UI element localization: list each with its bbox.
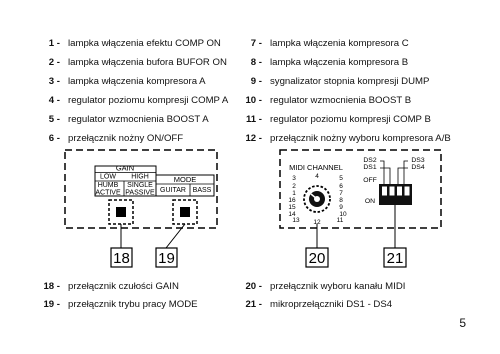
gain-switch-knob[interactable] <box>116 207 126 217</box>
guitar-label: GUITAR <box>160 187 186 194</box>
dip-switch-ds3[interactable] <box>397 187 402 196</box>
leader-line <box>404 161 408 184</box>
midi-dip-panel <box>280 150 441 267</box>
single-label: SINGLE <box>127 182 153 189</box>
off-label: OFF <box>363 177 377 184</box>
bass-label: BASS <box>192 187 212 194</box>
dial-label: 9 <box>339 204 343 211</box>
on-label: ON <box>364 198 376 205</box>
ds2-label: DS2 <box>363 157 377 164</box>
low-label: LOW <box>100 173 116 181</box>
dial-label: 1 <box>292 190 296 197</box>
dial-label: 4 <box>315 173 319 180</box>
dial-label: 14 <box>288 211 296 218</box>
passive-label: PASSIVE <box>125 189 155 197</box>
midi-channel-label: MIDI CHANNEL <box>289 163 343 172</box>
list-item: 8 - lampka włączenia kompresora B <box>250 57 409 68</box>
ds3-label: DS3 <box>411 157 425 164</box>
dial-label: 15 <box>288 204 296 211</box>
dial-label: 16 <box>288 197 296 204</box>
dial-label: 3 <box>292 175 296 182</box>
list-item: 4 - regulator poziomu kompresji COMP A <box>48 95 229 106</box>
dip-switch-ds4[interactable] <box>405 187 410 196</box>
mode-label: MODE <box>173 175 197 184</box>
dial-label: 6 <box>339 183 343 190</box>
dial-label: 12 <box>313 219 321 226</box>
list-item: 12 - przełącznik nożny wyboru kompresora A/B <box>245 133 451 144</box>
ds1-label: DS1 <box>363 164 377 171</box>
list-item: 11 - regulator poziomu kompresji COMP B <box>245 114 431 125</box>
list-item: 1 - lampka włączenia efektu COMP ON <box>48 38 221 49</box>
gain-label: GAIN <box>115 163 135 173</box>
list-item: 2 - lampka włączenia bufora BUFOR ON <box>48 57 227 68</box>
list-item: 10 - regulator wzmocnienia BOOST B <box>245 95 412 106</box>
ds4-label: DS4 <box>411 164 425 171</box>
list-item: 9 - sygnalizator stopnia kompresji DUMP <box>250 76 430 87</box>
leader-line <box>380 161 384 184</box>
dial-label: 11 <box>336 217 344 224</box>
leader-line <box>398 168 408 184</box>
page-number: 5 <box>459 316 466 330</box>
list-item: 6 - przełącznik nożny ON/OFF <box>48 133 184 144</box>
mode-switch-knob[interactable] <box>180 207 190 217</box>
callout-18: 18 <box>113 250 130 267</box>
high-label: HIGH <box>131 173 149 181</box>
caption-21: 21 - mikroprzełączniki DS1 - DS4 <box>245 299 393 310</box>
callout-19: 19 <box>158 250 175 267</box>
dial-label: 5 <box>339 175 343 182</box>
dial-label: 10 <box>339 211 347 218</box>
active-label: ACTIVE <box>95 189 121 197</box>
list-item: 3 - lampka włączenia kompresora A <box>48 76 206 87</box>
callout-20: 20 <box>308 250 326 267</box>
dial-label: 7 <box>339 190 343 197</box>
caption-18: 18 - przełącznik czułości GAIN <box>43 281 179 292</box>
list-item: 5 - regulator wzmocnienia BOOST A <box>48 114 209 125</box>
gain-mode-panel <box>65 150 217 267</box>
leader-line <box>380 168 390 184</box>
caption-20: 20 - przełącznik wyboru kanału MIDI <box>245 281 406 292</box>
callout-21: 21 <box>386 250 404 267</box>
dial-label: 13 <box>292 217 300 224</box>
caption-19: 19 - przełącznik trybu pracy MODE <box>43 299 198 310</box>
list-item: 7 - lampka włączenia kompresora C <box>250 38 409 49</box>
humb-label: HUMB <box>97 182 119 189</box>
dip-switch-ds1[interactable] <box>382 187 387 196</box>
dial-label: 8 <box>339 197 343 204</box>
dial-label: 2 <box>292 183 296 190</box>
dip-switch-ds2[interactable] <box>390 187 395 196</box>
